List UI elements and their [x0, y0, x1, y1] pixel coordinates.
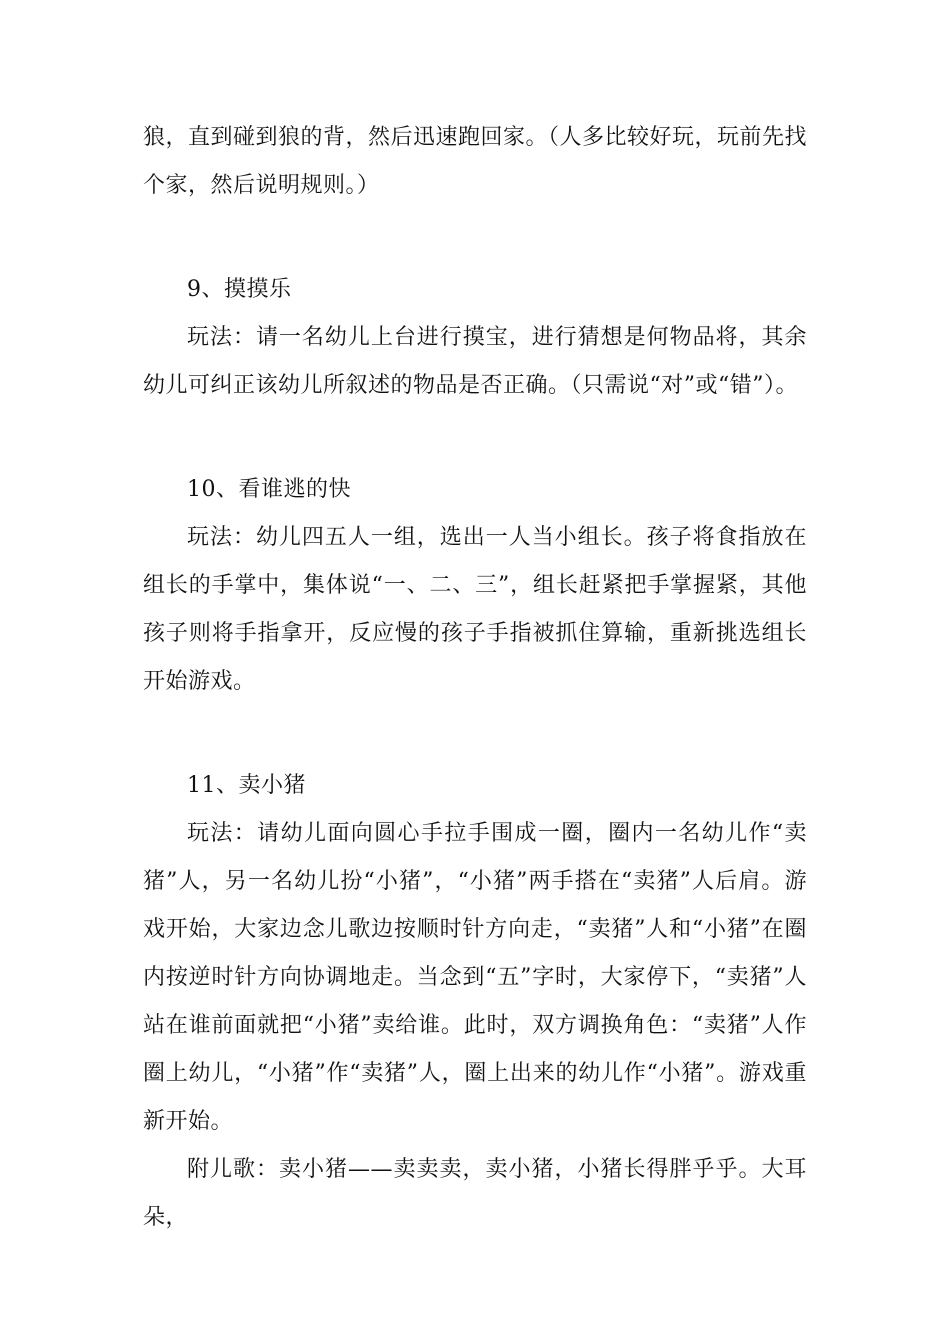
document-body	[143, 114, 807, 1242]
section-heading: 9、摸摸乐	[187, 277, 292, 302]
section-paragraph: 玩法：请一名幼儿上台进行摸宝，进行猜想是何物品将，其余幼儿可纠正该幼儿所叙述的物品是否正确。（只需说“对”或“错”）。	[143, 325, 807, 398]
section-heading: 11、卖小猪	[187, 773, 306, 798]
section-11	[143, 762, 807, 1242]
nursery-rhyme-paragraph: 附儿歌：卖小猪——卖卖卖，卖小猪，小猪长得胖乎乎。大耳朵，	[143, 1157, 807, 1230]
intro-paragraph: 狼，直到碰到狼的背，然后迅速跑回家。（人多比较好玩，玩前先找个家，然后说明规则。）	[143, 125, 808, 198]
section-paragraph: 玩法：请幼儿面向圆心手拉手围成一圈，圈内一名幼儿作“卖猪”人，另一名幼儿扮“小猪”，“小猪”两手搭在“卖猪”人后肩。游戏开始，大家边念儿歌边按顺时针方向走，“卖猪”人和“小猪”在圈内按逆时针方向协调地走。当念到“五”字时，大家停下，“卖猪”人站在谁前面就把“小猪”卖给谁。此时，双方调换角色：“卖猪”人作圈上幼儿，“小猪”作“卖猪”人，圈上出来的幼儿作“小猪”。游戏重新开始。	[143, 821, 807, 1134]
section-10	[143, 466, 807, 706]
section-gap	[143, 410, 807, 466]
section-gap	[143, 210, 807, 266]
section-9	[143, 266, 807, 410]
section-gap	[143, 706, 807, 762]
section-heading: 10、看谁逃的快	[187, 477, 351, 502]
section-paragraph: 玩法：幼儿四五人一组，选出一人当小组长。孩子将食指放在组长的手掌中，集体说“一、二、三”，组长赶紧把手掌握紧，其他孩子则将手指拿开，反应慢的孩子手指被抓住算输，重新挑选组长开始游戏。	[143, 525, 807, 694]
